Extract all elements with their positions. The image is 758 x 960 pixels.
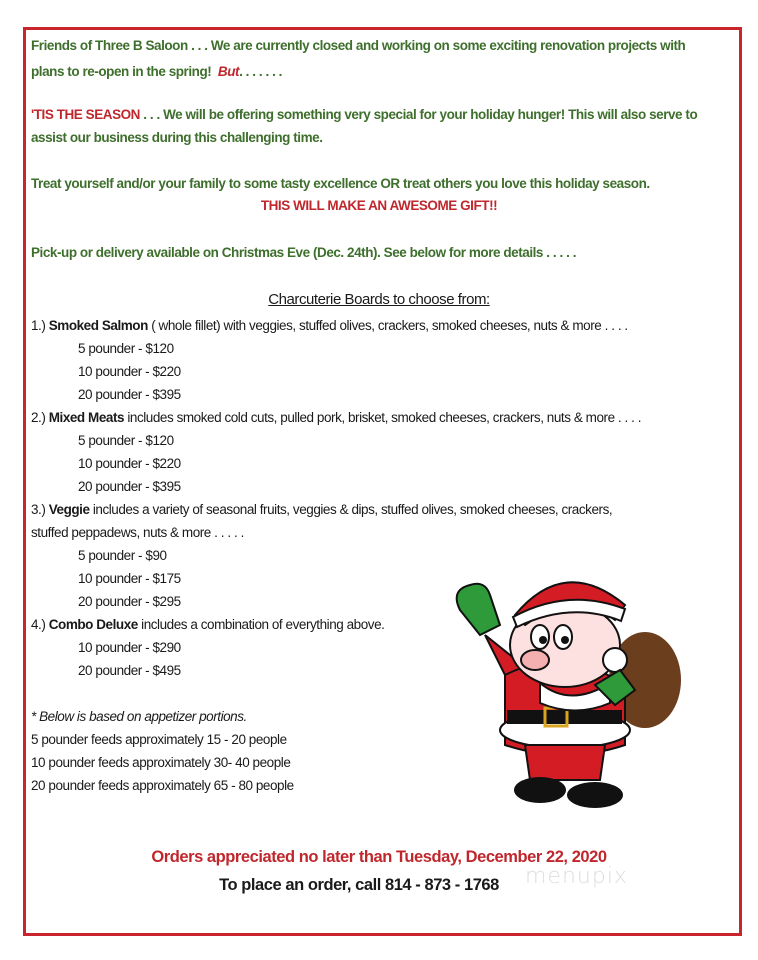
portion-note: * Below is based on appetizer portions.	[31, 709, 247, 724]
price-line: 20 pounder - $495	[78, 663, 181, 678]
item-number: 1.)	[31, 318, 49, 333]
menu-item-line-2: stuffed peppadews, nuts & more . . . . .	[31, 525, 244, 540]
item-name: Smoked Salmon	[48, 318, 148, 333]
item-description: includes smoked cold cuts, pulled pork, brisket, smoked cheeses, crackers, nuts & more . . . .	[124, 410, 642, 425]
item-name: Combo Deluxe	[48, 617, 138, 632]
but-text: But	[217, 64, 240, 79]
order-deadline: Orders appreciated no later than Tuesday, December 22, 2020	[151, 848, 607, 866]
season-line-1	[31, 106, 697, 124]
item-description: includes a variety of seasonal fruits, veggies & dips, stuffed olives, smoked cheeses, crackers,	[89, 502, 613, 517]
season-text: . . . We will be offering something very special for your holiday hunger! This will also serve to	[139, 107, 698, 122]
price-line: 20 pounder - $295	[78, 594, 181, 609]
boot	[567, 782, 623, 808]
price-line: 10 pounder - $290	[78, 640, 181, 655]
treat-line: Treat yourself and/or your family to some tasty excellence OR treat others you love this holiday season.	[31, 176, 650, 191]
portion-line: 10 pounder feeds approximately 30- 40 people	[31, 755, 291, 770]
portion-line: 5 pounder feeds approximately 15 - 20 people	[31, 732, 287, 747]
order-phone: To place an order, call 814 - 873 - 1768	[219, 876, 499, 894]
price-line: 5 pounder - $90	[78, 548, 167, 563]
portion-line: 20 pounder feeds approximately 65 - 80 people	[31, 778, 294, 793]
boot	[514, 777, 566, 803]
item-number: 2.)	[31, 410, 49, 425]
price-line: 20 pounder - $395	[78, 387, 181, 402]
menu-item-line	[31, 501, 612, 519]
price-line: 10 pounder - $220	[78, 456, 181, 471]
menu-heading: Charcuterie Boards to choose from:	[268, 291, 490, 308]
item-name: Mixed Meats	[48, 410, 125, 425]
intro-line-2	[31, 63, 282, 81]
but-dots: . . . . . . .	[239, 64, 282, 79]
item-number: 3.)	[31, 502, 49, 517]
pickup-line: Pick-up or delivery available on Christmas Eve (Dec. 24th). See below for more details . . . . .	[31, 245, 576, 260]
price-line: 5 pounder - $120	[78, 433, 174, 448]
intro-text: plans to re-open in the spring!	[31, 64, 212, 79]
green-glove	[457, 584, 500, 635]
menu-item-line	[31, 616, 384, 634]
menu-item-line	[31, 409, 641, 427]
item-description: ( whole fillet) with veggies, stuffed olives, crackers, smoked cheeses, nuts & more . . . .	[147, 318, 628, 333]
pig-snout	[521, 650, 549, 670]
santa-pig-illustration	[445, 565, 685, 815]
item-name: Veggie	[48, 502, 90, 517]
item-number: 4.)	[31, 617, 49, 632]
watermark: menupix	[525, 864, 628, 889]
menu-item-line	[31, 317, 628, 335]
season-line-2: assist our business during this challenging time.	[31, 130, 323, 145]
price-line: 20 pounder - $395	[78, 479, 181, 494]
price-line: 5 pounder - $120	[78, 341, 174, 356]
season-label: 'TIS THE SEASON	[31, 107, 140, 122]
gift-line: THIS WILL MAKE AN AWESOME GIFT!!	[260, 198, 498, 213]
item-description: includes a combination of everything above.	[137, 617, 385, 632]
price-line: 10 pounder - $220	[78, 364, 181, 379]
intro-line-1: Friends of Three B Saloon . . . We are currently closed and working on some exciting renovation projects with	[31, 38, 686, 53]
price-line: 10 pounder - $175	[78, 571, 181, 586]
